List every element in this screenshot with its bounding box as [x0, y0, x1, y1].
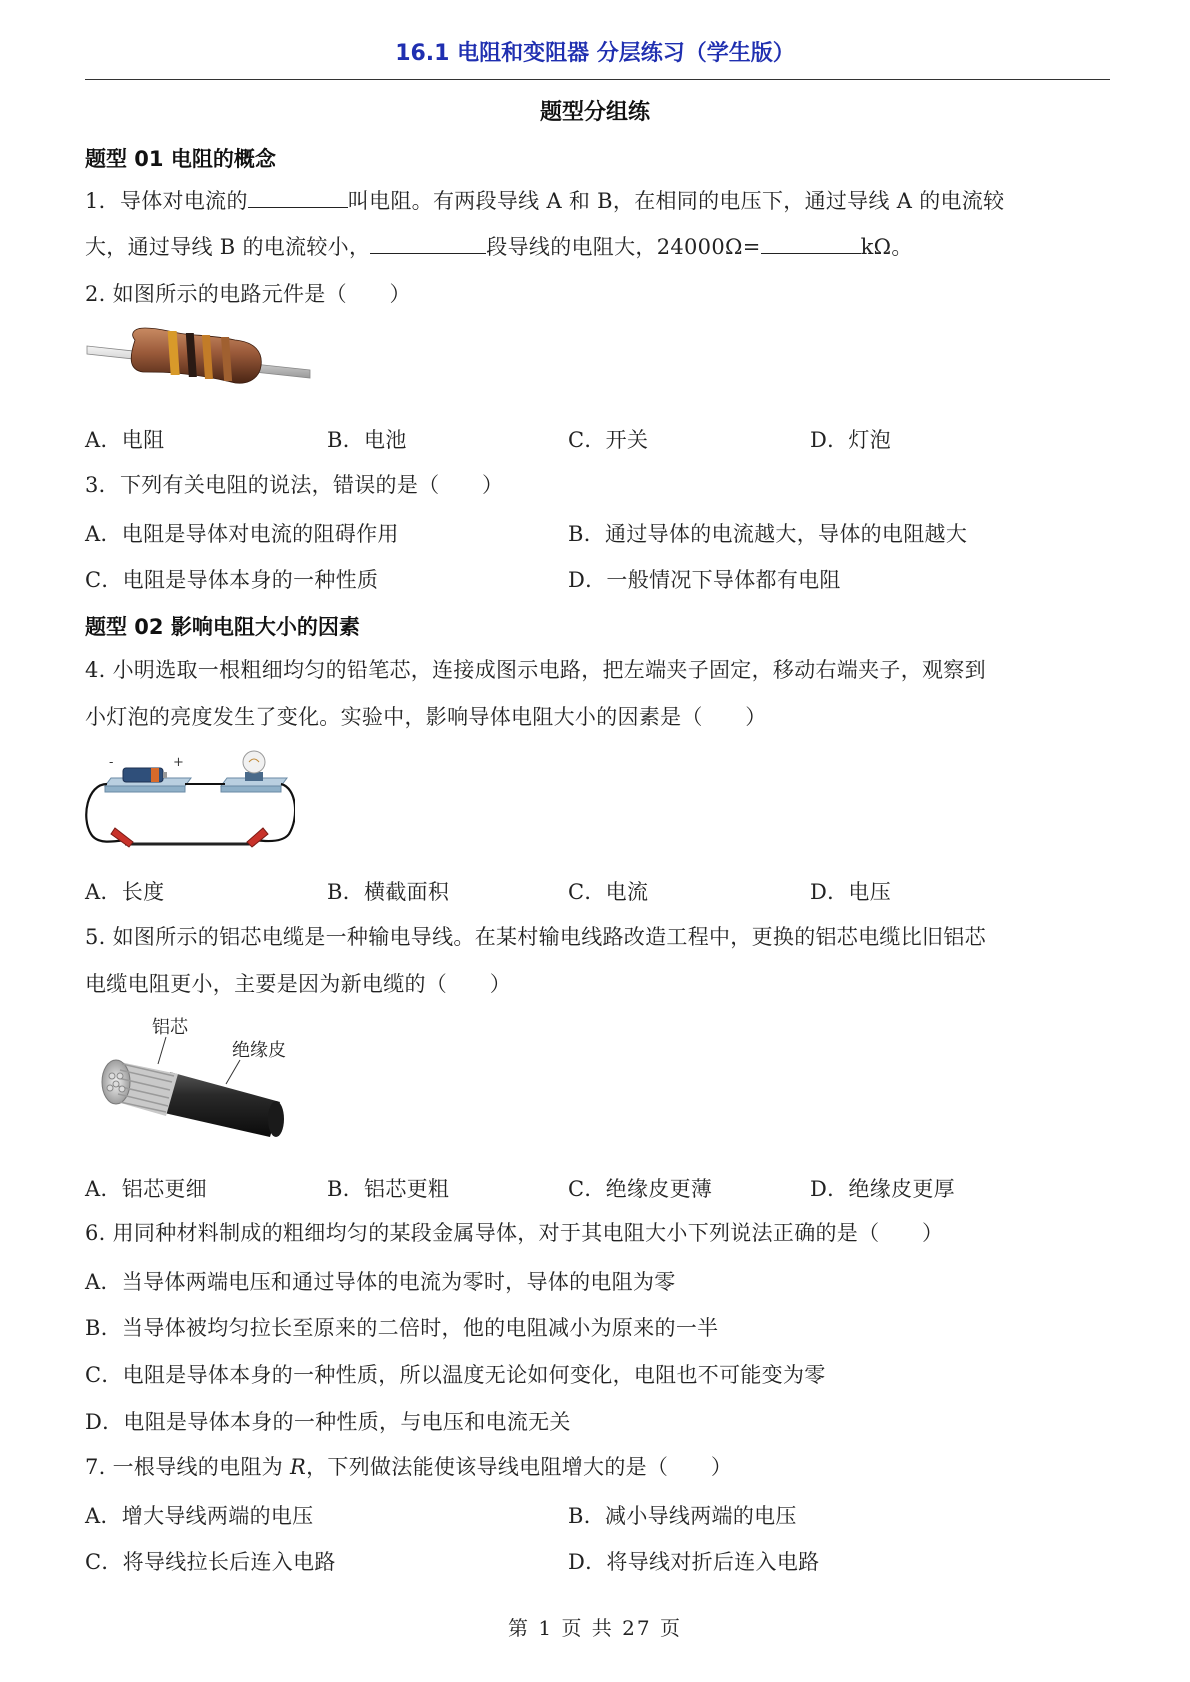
- resistor-image: [85, 322, 325, 397]
- q5-option-c[interactable]: C．绝缘皮更薄: [568, 1177, 713, 1201]
- header-rule: [85, 79, 1110, 80]
- q1-blank-2[interactable]: [370, 233, 486, 254]
- q5-option-b[interactable]: B．铝芯更粗: [327, 1177, 450, 1201]
- aluminum-core-label: 铝芯: [152, 1017, 188, 1038]
- page-number: 第 1 页 共 27 页: [508, 1616, 682, 1640]
- question-5-line-2: 电缆电阻更小，主要是因为新电缆的（ ）: [85, 972, 511, 996]
- q2-option-a[interactable]: A．电阻: [85, 428, 165, 452]
- q3-option-d[interactable]: D．一般情况下导体都有电阻: [568, 568, 841, 592]
- q2-option-d[interactable]: D．灯泡: [810, 428, 892, 452]
- q7-option-b[interactable]: B．减小导线两端的电压: [568, 1504, 797, 1528]
- q6-option-c[interactable]: C．电阻是导体本身的一种性质，所以温度无论如何变化，电阻也不可能变为零: [85, 1363, 826, 1387]
- question-7-stem: 7. 一根导线的电阻为 R，下列做法能使该导线电阻增大的是（ ）: [85, 1455, 733, 1479]
- type-02-heading: 题型 02 影响电阻大小的因素: [85, 615, 360, 639]
- type-01-heading: 题型 01 电阻的概念: [85, 147, 276, 171]
- resistance-variable: R: [290, 1455, 307, 1479]
- q1-blank-3[interactable]: [761, 233, 861, 254]
- question-3-stem: 3．下列有关电阻的说法，错误的是（ ）: [85, 473, 504, 497]
- q3-option-c[interactable]: C．电阻是导体本身的一种性质: [85, 568, 379, 592]
- q5-option-a[interactable]: A．铝芯更细: [85, 1177, 207, 1201]
- insulation-label: 绝缘皮: [232, 1040, 286, 1061]
- q3-option-b[interactable]: B．通过导体的电流越大，导体的电阻越大: [568, 522, 968, 546]
- q1-blank-1[interactable]: [248, 187, 348, 208]
- q7-option-d[interactable]: D．将导线对折后连入电路: [568, 1550, 820, 1574]
- aluminum-cable-image: [100, 1012, 300, 1137]
- question-6-stem: 6. 用同种材料制成的粗细均匀的某段金属导体，对于其电阻大小下列说法正确的是（ ）: [85, 1221, 944, 1245]
- q7-option-a[interactable]: A．增大导线两端的电压: [85, 1504, 314, 1528]
- q4-option-d[interactable]: D．电压: [810, 880, 892, 904]
- question-4-line-2: 小灯泡的亮度发生了变化。实验中，影响导体电阻大小的因素是（ ）: [85, 705, 767, 729]
- q6-option-b[interactable]: B．当导体被均匀拉长至原来的二倍时，他的电阻减小为原来的一半: [85, 1316, 719, 1340]
- pencil-lead-circuit-image: [85, 748, 295, 858]
- q7-option-c[interactable]: C．将导线拉长后连入电路: [85, 1550, 336, 1574]
- q2-option-c[interactable]: C．开关: [568, 428, 649, 452]
- battery-minus-sign: -: [109, 755, 114, 770]
- q2-option-b[interactable]: B．电池: [327, 428, 407, 452]
- question-5-line-1: 5. 如图所示的铝芯电缆是一种输电导线。在某村输电线路改造工程中，更换的铝芯电缆比旧铝芯: [85, 925, 986, 949]
- question-1-line-1: 1．导体对电流的 叫电阻。有两段导线 A 和 B，在相同的电压下，通过导线 A 的电流较: [85, 189, 1005, 213]
- q5-option-d[interactable]: D．绝缘皮更厚: [810, 1177, 955, 1201]
- question-1-line-2: 大，通过导线 B 的电流较小， 段导线的电阻大，24000Ω= kΩ。: [85, 235, 913, 259]
- battery-plus-sign: +: [173, 755, 184, 770]
- question-2-stem: 2. 如图所示的电路元件是（ ）: [85, 282, 411, 306]
- q4-option-c[interactable]: C．电流: [568, 880, 649, 904]
- section-title: 题型分组练: [539, 100, 650, 125]
- q4-option-a[interactable]: A．长度: [85, 880, 165, 904]
- q3-option-a[interactable]: A．电阻是导体对电流的阻碍作用: [85, 522, 399, 546]
- q4-option-b[interactable]: B．横截面积: [327, 880, 450, 904]
- document-title: 16.1 电阻和变阻器 分层练习（学生版）: [395, 41, 795, 66]
- q6-option-d[interactable]: D．电阻是导体本身的一种性质，与电压和电流无关: [85, 1410, 571, 1434]
- question-4-line-1: 4. 小明选取一根粗细均匀的铅笔芯，连接成图示电路，把左端夹子固定，移动右端夹子，观察到: [85, 658, 986, 682]
- q6-option-a[interactable]: A．当导体两端电压和通过导体的电流为零时，导体的电阻为零: [85, 1270, 676, 1294]
